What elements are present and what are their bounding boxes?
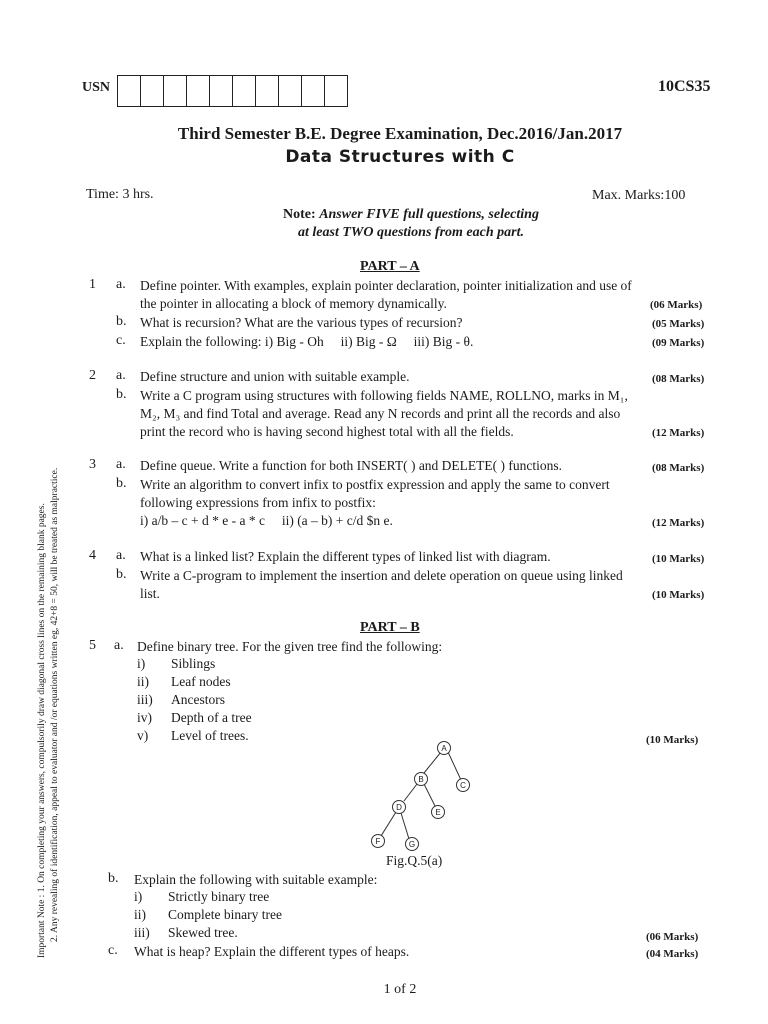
q1b-label: b. [116,314,127,329]
q5a-item: ii) Leaf nodes [137,674,231,689]
q5b-list [134,888,282,942]
usn-box [118,76,141,106]
part-b-heading: PART – B [360,620,420,635]
tree-edge [448,752,461,780]
q3b-text-line2: following expressions from infix to postfix: [140,495,376,510]
q4b-text-line1: Write a C-program to implement the insertion and delete operation on queue using linked [140,568,623,583]
tree-label-e: E [435,808,441,817]
q5c-text: What is heap? Explain the different types of heaps. [134,944,410,959]
tree-label-c: C [460,781,466,790]
q2b-text-line1: Write a C program using structures with following fields NAME, ROLLNO, marks in M₁, [140,388,628,403]
q4a-marks: (10 Marks) [652,553,705,565]
usn-box [302,76,325,106]
tree-label-b: B [418,775,424,784]
q1b-marks: (05 Marks) [652,318,705,330]
q1c-marks: (09 Marks) [652,337,705,349]
tree-label-f: F [375,837,381,846]
q4b-text-line2: list. [140,586,160,601]
usn-box [164,76,187,106]
q4a-text: What is a linked list? Explain the different types of linked list with diagram. [140,549,551,564]
q4-number: 4 [89,548,96,563]
q3a-label: a. [116,457,126,472]
q5b-item: ii) Complete binary tree [134,907,282,922]
instructions-note [246,206,576,242]
q3b-marks: (12 Marks) [652,517,705,529]
q5b-text: Explain the following with suitable example: [134,872,378,887]
binary-tree-figure [360,740,480,855]
tree-edge [381,812,396,836]
page-number: 1 of 2 [383,982,417,997]
q2a-marks: (08 Marks) [652,373,705,385]
q5b-item: i) Strictly binary tree [134,889,270,904]
usn-box [233,76,256,106]
q1a-marks: (06 Marks) [650,299,703,311]
q5a-text: Define binary tree. For the given tree find the following: [137,639,443,654]
usn-box [141,76,164,106]
q2a-label: a. [116,368,126,383]
q5a-label: a. [114,638,124,653]
time-allowed: Time: 3 hrs. [86,187,154,202]
q5a-item: v) Level of trees. [137,728,249,743]
q3b-text-line3: i) a/b – c + d * e - a * c ii) (a – b) + c/d $n e. [140,513,393,528]
q3-number: 3 [89,457,96,472]
usn-box [210,76,233,106]
q2a-text: Define structure and union with suitable example. [140,369,410,384]
q3b-text-line1: Write an algorithm to convert infix to postfix expression and apply the same to convert [140,477,610,492]
max-marks: Max. Marks:100 [592,188,686,203]
tree-edge [404,784,417,801]
side-note-line1: Important Note : 1. On completing your answers, compulsorily draw diagonal cross lines on the remaining blank pages. [37,503,47,958]
q4a-label: a. [116,548,126,563]
tree-edge [424,752,441,773]
q2b-text-line3: print the record who is having second highest total with all the fields. [140,424,514,439]
tree-edge [424,784,435,806]
note-text-1: Answer FIVE full questions, selecting [319,207,539,222]
subject-title: Data Structures with C [285,147,515,167]
figure-caption: Fig.Q.5(a) [386,853,443,868]
usn-box [187,76,210,106]
q5b-item: iii) Skewed tree. [134,925,238,940]
q5c-label: c. [108,943,118,958]
tree-label-a: A [441,744,447,753]
usn-box [325,76,347,106]
q1-number: 1 [89,277,96,292]
q1c-label: c. [116,333,126,348]
part-a-heading: PART – A [360,259,420,274]
usn-box [279,76,302,106]
q1a-label: a. [116,277,126,292]
paper-code: 10CS35 [658,78,711,95]
q2-number: 2 [89,368,96,383]
q3a-marks: (08 Marks) [652,462,705,474]
q5a-item: iv) Depth of a tree [137,710,252,725]
tree-label-g: G [408,840,416,849]
side-note-line2: 2. Any revealing of identification, appeal to evaluator and /or equations written eg, 42+8 = 50, will be treated as malpractice. [50,467,60,942]
q5a-marks: (10 Marks) [646,734,699,746]
q5b-label: b. [108,871,119,886]
q5c-marks: (04 Marks) [646,948,699,960]
usn-box [256,76,279,106]
tree-edge [401,813,409,839]
side-important-note [36,468,62,958]
tree-label-d: D [396,803,402,812]
q5-number: 5 [89,638,96,653]
q5a-item: i) Siblings [137,656,216,671]
usn-label: USN [82,80,111,95]
q4b-marks: (10 Marks) [652,589,705,601]
q2b-text-line2: M₂, M₃ and find Total and average. Read any N records and print all the records and also [140,406,621,421]
q2b-label: b. [116,387,127,402]
note-label: Note: [283,207,316,222]
q5a-item: iii) Ancestors [137,692,225,707]
usn-boxes [117,75,348,107]
q5b-marks: (06 Marks) [646,931,699,943]
q3b-label: b. [116,476,127,491]
q1a-text-line1: Define pointer. With examples, explain pointer declaration, pointer initialization and use of [140,278,632,293]
note-text-2: at least TWO questions from each part. [298,225,524,240]
exam-title: Third Semester B.E. Degree Examination, Dec.2016/Jan.2017 [177,124,623,143]
q4b-label: b. [116,567,127,582]
q1c-text: Explain the following: i) Big - Oh ii) Big - Ω iii) Big - θ. [140,334,474,349]
q1a-text-line2: the pointer in allocating a block of memory dynamically. [140,296,447,311]
q5a-list [137,655,252,745]
q1b-text: What is recursion? What are the various types of recursion? [140,315,463,330]
q2b-marks: (12 Marks) [652,427,705,439]
q3a-text: Define queue. Write a function for both INSERT( ) and DELETE( ) functions. [140,458,563,473]
